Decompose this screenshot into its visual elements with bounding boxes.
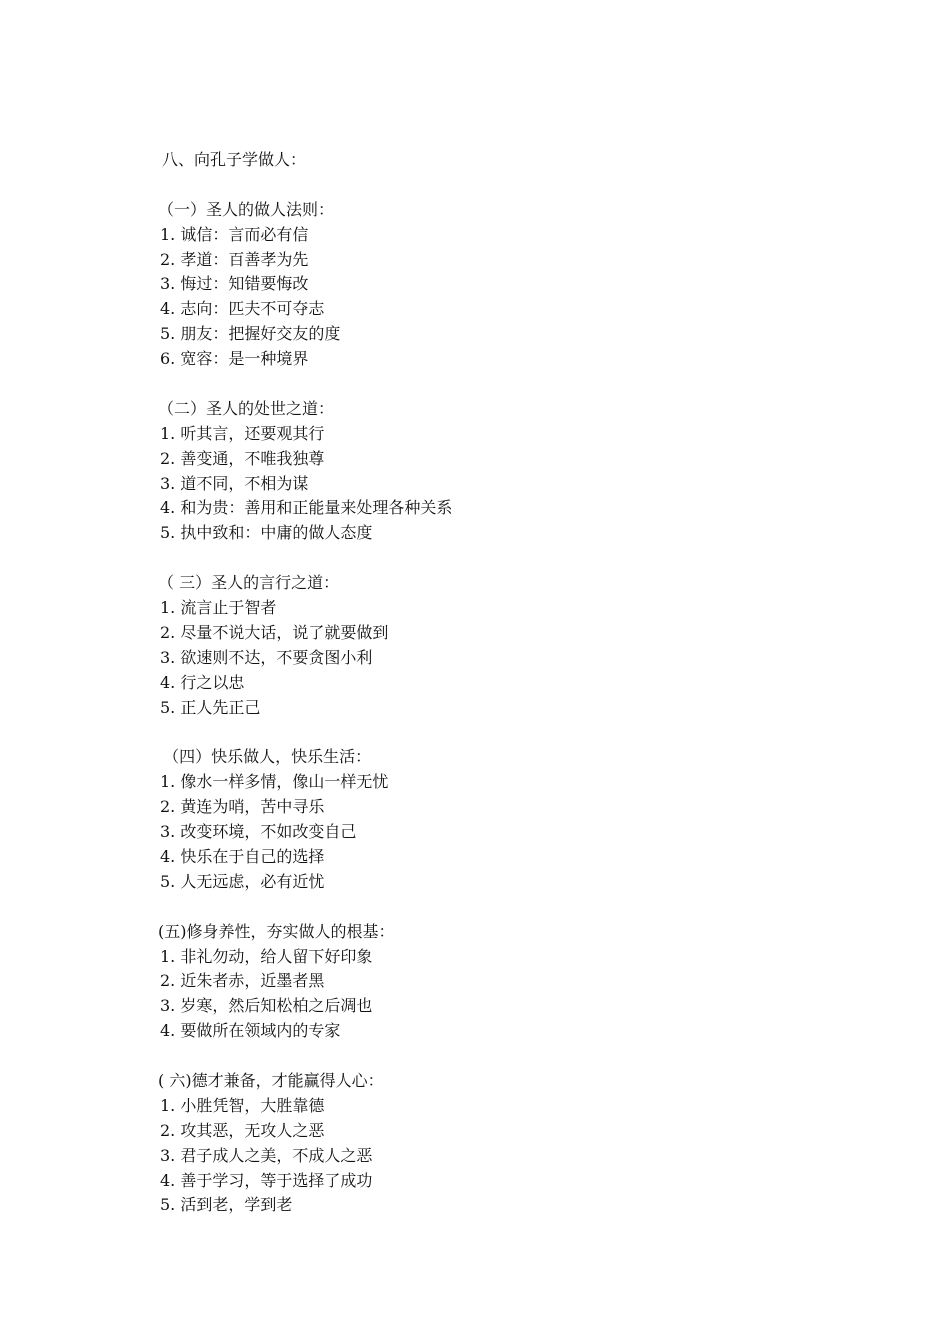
list-item: 5. 朋友：把握好交友的度 <box>160 324 341 344</box>
spacer <box>158 546 838 571</box>
list-item: 1. 听其言，还要观其行 <box>160 423 325 443</box>
list-item: 2. 尽量不说大话，说了就要做到 <box>160 622 389 642</box>
spacer <box>158 720 838 745</box>
list-item: 4. 志向：匹夫不可夺志 <box>160 299 325 319</box>
section-heading: （ 三）圣人的言行之道： <box>158 573 340 593</box>
list-item: 5. 执中致和：中庸的做人态度 <box>160 523 373 543</box>
list-item: 5. 活到老，学到老 <box>160 1195 293 1215</box>
list-item: 2. 攻其恶，无攻人之恶 <box>160 1120 325 1140</box>
section-4 <box>158 745 838 894</box>
spacer <box>158 173 838 198</box>
spacer <box>158 895 838 920</box>
spacer <box>158 372 838 397</box>
list-item: 4. 和为贵：善用和正能量来处理各种关系 <box>160 498 453 518</box>
list-item: 1. 非礼勿动，给人留下好印象 <box>160 946 373 966</box>
section-heading: （四）快乐做人，快乐生活： <box>158 747 372 767</box>
list-item: 5. 人无远虑，必有近忧 <box>160 871 325 891</box>
section-heading: (五)修身养性，夯实做人的根基： <box>158 921 395 941</box>
list-item: 1. 像水一样多情，像山一样无忧 <box>160 772 389 792</box>
list-item: 3. 悔过：知错要悔改 <box>160 274 309 294</box>
section-1 <box>158 198 838 372</box>
section-heading: （二）圣人的处世之道： <box>158 398 335 418</box>
list-item: 4. 快乐在于自己的选择 <box>160 846 325 866</box>
list-item: 5. 正人先正己 <box>160 697 261 717</box>
list-item: 2. 善变通，不唯我独尊 <box>160 448 325 468</box>
section-heading: （一）圣人的做人法则： <box>158 199 335 219</box>
section-heading: ( 六)德才兼备，才能赢得人心： <box>158 1070 384 1090</box>
document-body <box>158 148 838 1218</box>
section-3 <box>158 571 838 720</box>
list-item: 1. 小胜凭智，大胜靠德 <box>160 1095 325 1115</box>
list-item: 2. 孝道：百善孝为先 <box>160 249 309 269</box>
list-item: 4. 行之以忠 <box>160 672 245 692</box>
list-item: 3. 君子成人之美，不成人之恶 <box>160 1145 373 1165</box>
list-item: 1. 诚信：言而必有信 <box>160 224 309 244</box>
section-6 <box>158 1069 838 1218</box>
section-2 <box>158 397 838 546</box>
list-item: 4. 要做所在领域内的专家 <box>160 1021 341 1041</box>
list-item: 3. 改变环境，不如改变自己 <box>160 822 357 842</box>
list-item: 3. 欲速则不达，不要贪图小利 <box>160 647 373 667</box>
list-item: 2. 黄连为哨，苦中寻乐 <box>160 797 325 817</box>
list-item: 3. 道不同，不相为谋 <box>160 473 309 493</box>
list-item: 3. 岁寒，然后知松柏之后凋也 <box>160 996 373 1016</box>
list-item: 2. 近朱者赤，近墨者黑 <box>160 971 325 991</box>
list-item: 6. 宽容：是一种境界 <box>160 349 309 369</box>
page-title: 八、向孔子学做人： <box>162 150 307 169</box>
section-5 <box>158 920 838 1044</box>
list-item: 1. 流言止于智者 <box>160 598 277 618</box>
list-item: 4. 善于学习，等于选择了成功 <box>160 1170 373 1190</box>
spacer <box>158 1044 838 1069</box>
